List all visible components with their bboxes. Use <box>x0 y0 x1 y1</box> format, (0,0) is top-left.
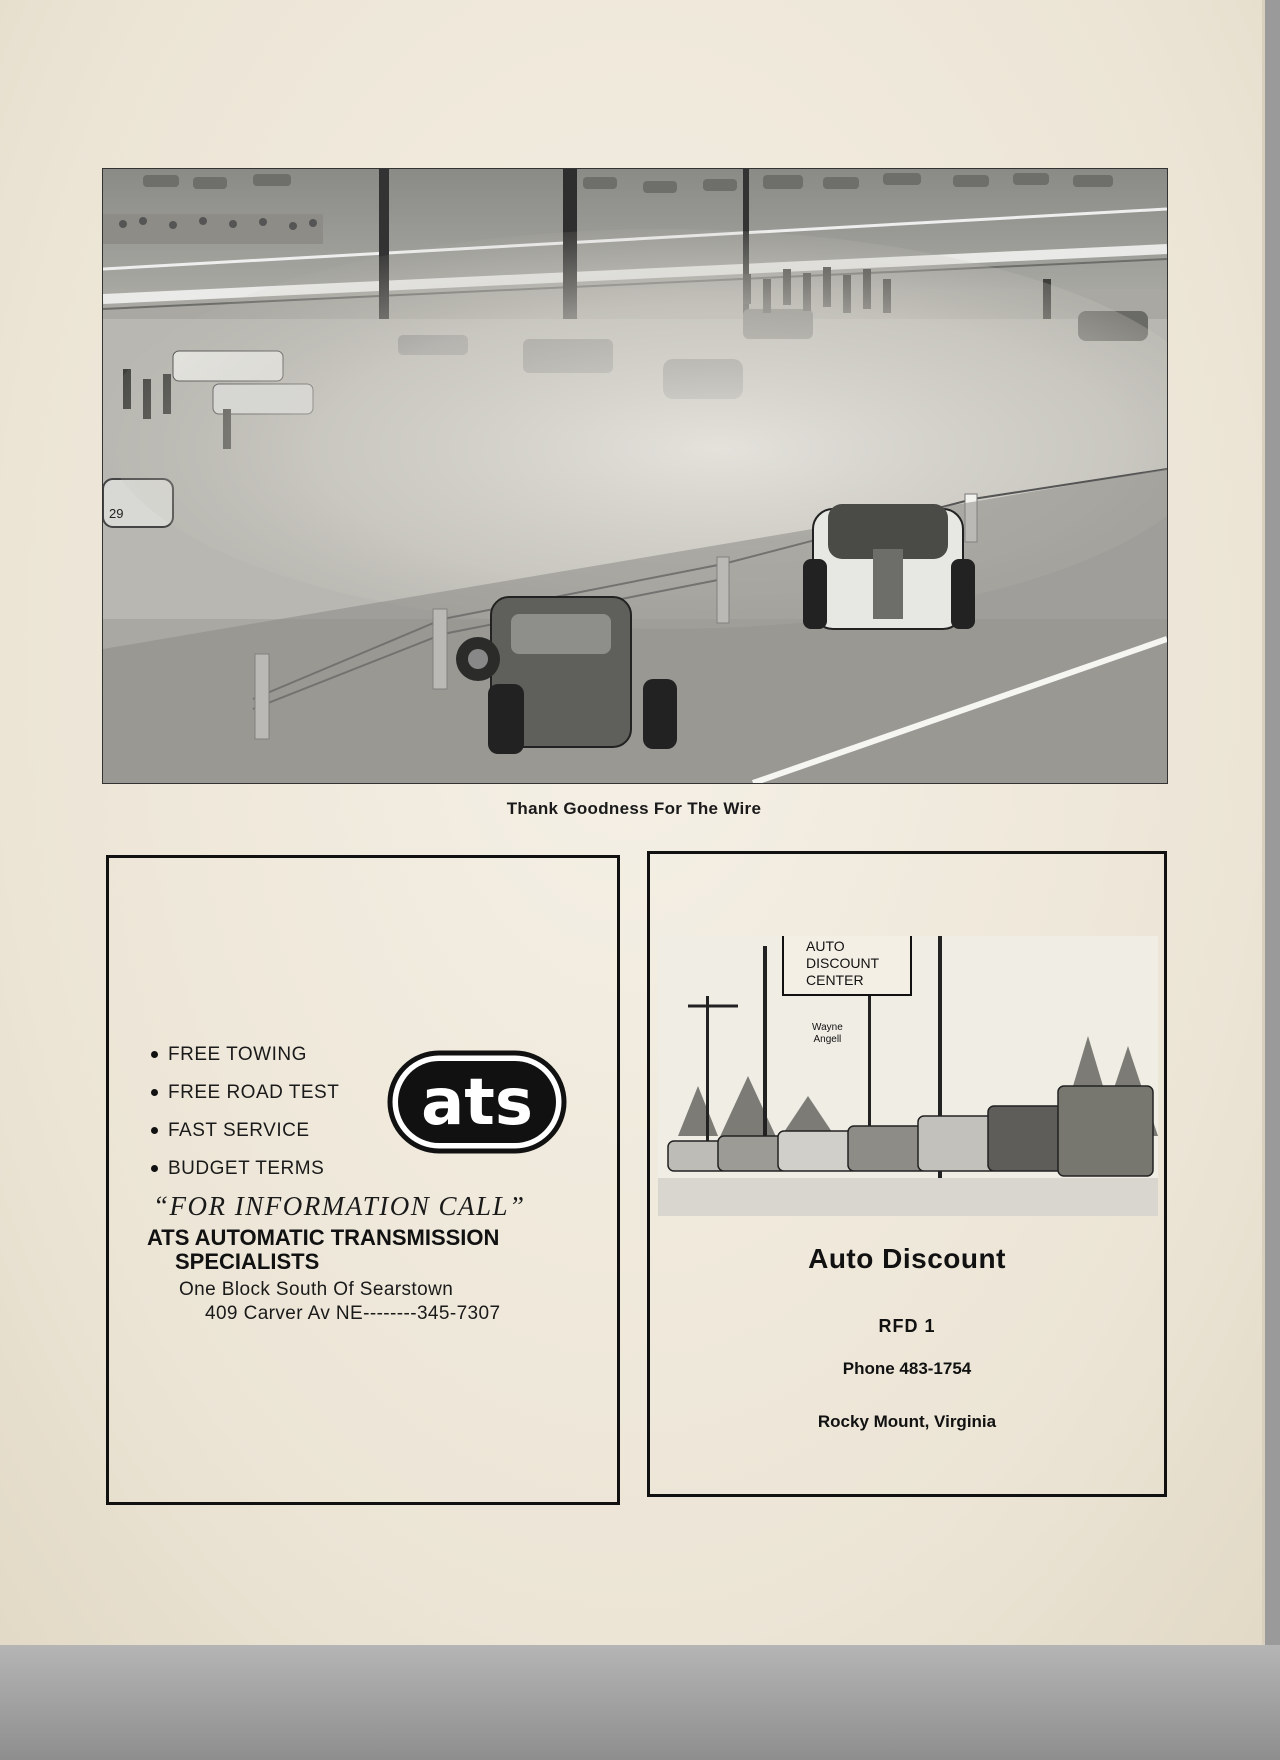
sign-line2: DISCOUNT <box>806 955 880 971</box>
ats-feature-label: FREE ROAD TEST <box>168 1082 340 1103</box>
bullet-icon <box>151 1127 158 1134</box>
auto-discount-city: Rocky Mount, Virginia <box>817 1412 997 1431</box>
auto-discount-phone: Phone 483-1754 <box>842 1359 972 1378</box>
sign-line3: CENTER <box>806 972 864 988</box>
ats-feature-label: FAST SERVICE <box>168 1120 310 1141</box>
bullet-icon <box>151 1051 158 1058</box>
ats-advertisement <box>106 855 620 1505</box>
ats-address-line2: 409 Carver Av NE--------345-7307 <box>205 1303 501 1324</box>
sign-line1: AUTO <box>806 938 845 954</box>
ats-feature-label: BUDGET TERMS <box>168 1158 325 1179</box>
bullet-icon <box>151 1165 158 1172</box>
auto-discount-title: Auto Discount <box>808 1243 1006 1274</box>
car-number: 29 <box>109 506 124 521</box>
scan-background <box>0 1645 1280 1760</box>
ats-address <box>179 1278 500 1326</box>
race-photo-image <box>103 169 1167 783</box>
ats-feature-item <box>151 1074 339 1112</box>
ats-feature-list <box>151 1036 339 1188</box>
auto-discount-advertisement <box>647 851 1167 1497</box>
ats-feature-label: FREE TOWING <box>168 1044 307 1065</box>
bullet-icon <box>151 1089 158 1096</box>
ats-company-name <box>147 1226 499 1274</box>
ats-logo-icon <box>387 1050 567 1154</box>
ats-logo-text: ats <box>421 1066 533 1140</box>
auto-discount-rfd: RFD 1 <box>878 1316 936 1336</box>
photo-caption: Thank Goodness For The Wire <box>506 799 762 818</box>
race-photo <box>102 168 1168 784</box>
ats-company-line2: SPECIALISTS <box>175 1249 320 1274</box>
sign-small-line2: Angell <box>813 1034 842 1045</box>
ats-feature-item <box>151 1036 339 1074</box>
ats-address-line1: One Block South Of Searstown <box>179 1279 454 1300</box>
auto-discount-sign <box>782 936 912 996</box>
wayne-angell-sign <box>812 1022 843 1046</box>
ats-feature-item <box>151 1112 339 1150</box>
ats-feature-item <box>151 1150 339 1188</box>
sign-small-line1: Wayne <box>812 1022 843 1033</box>
ats-company-line1: ATS AUTOMATIC TRANSMISSION <box>147 1225 500 1250</box>
ats-call-line: “FOR INFORMATION CALL” <box>153 1191 526 1221</box>
